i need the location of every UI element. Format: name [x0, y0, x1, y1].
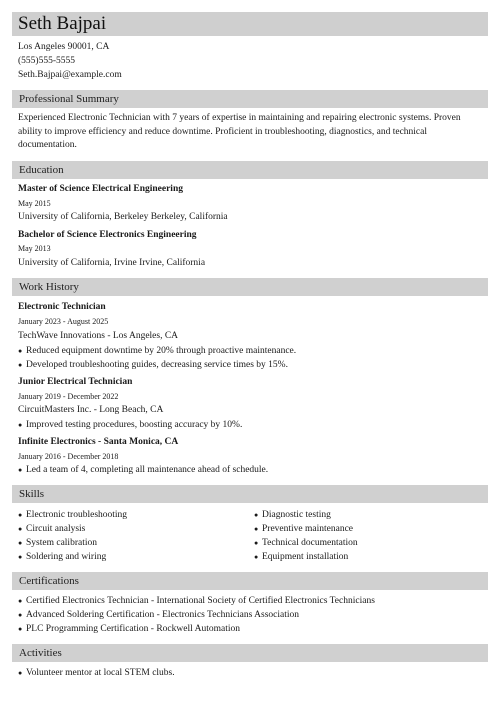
job-dates: January 2019 - December 2022: [18, 392, 119, 401]
section-header-summary: [12, 90, 488, 108]
address: Los Angeles 90001, CA: [18, 42, 110, 52]
bullet-icon: ●: [18, 421, 23, 429]
section-title: Work History: [19, 281, 79, 293]
candidate-name: Seth Bajpai: [18, 13, 107, 34]
bullet-icon: ●: [18, 466, 23, 474]
bullet-icon: ●: [254, 511, 259, 519]
job-dates: January 2023 - August 2025: [18, 317, 109, 326]
bullet-icon: ●: [18, 511, 23, 519]
degree-title: Master of Science Electrical Engineering: [18, 184, 183, 194]
bullet-icon: ●: [18, 597, 23, 605]
bullet-icon: ●: [254, 553, 259, 561]
section-title: Skills: [19, 488, 45, 500]
section-title: Certifications: [19, 575, 79, 587]
section-header-certifications: [12, 572, 488, 590]
phone: (555)555-5555: [18, 56, 75, 66]
school: University of California, Berkeley Berkeley, California: [18, 212, 228, 222]
bullet-icon: ●: [18, 625, 23, 633]
bullet-icon: ●: [18, 525, 23, 533]
section-title: Professional Summary: [19, 93, 119, 105]
bullet-icon: ●: [18, 347, 23, 355]
bullet-icon: ●: [18, 553, 23, 561]
section-header-work-history: [12, 278, 488, 296]
company: TechWave Innovations - Los Angeles, CA: [18, 331, 179, 341]
bullet-icon: ●: [254, 525, 259, 533]
email: Seth.Bajpai@example.com: [18, 70, 122, 80]
degree-title: Bachelor of Science Electronics Engineering: [18, 230, 197, 240]
school: University of California, Irvine Irvine, California: [18, 258, 206, 268]
job-dates: January 2016 - December 2018: [18, 452, 119, 461]
summary-text: Experienced Electronic Technician with 7 years of expertise in maintaining and repairing electronic systems. Proven ability to improve efficiency and reduce downtime. Proficient in troubleshooting, diagnostics, and technical documentation.: [18, 113, 461, 150]
job-title: Junior Electrical Technician: [18, 377, 133, 387]
job-title: Electronic Technician: [18, 302, 106, 312]
section-header-education: [12, 161, 488, 179]
bullet-icon: ●: [18, 539, 23, 547]
section-header-activities: [12, 644, 488, 662]
resume-page: Seth Bajpai Los Angeles 90001, CA (555)555-5555 Seth.Bajpai@example.com Professional Summary Experienced Electronic Technician with 7 years of expertise in maintaining and repairing electronic systems. Proven ability to improve efficiency and reduce downtime. Proficient in troubleshooting, diagnostics, and technical documentation. Education Master of Science Electrical Engineering May 2015 University of California, Berkeley Berkeley, California Bachelor of Science Electronics Engineering May 2013 University of California, Irvine Irvine, California Work History Electronic Technician January 2023 - August 2025 TechWave Innovations - Los Angeles, CA ● Reduced equipment downtime by 20% through proactive maintenance. ● Developed troubleshooting guides, decreasing service times by 15%. Junior Electrical Technician January 2019 - December 2022 CircuitMasters Inc. - Long Beach, CA ● Improved testing procedures, boosting accuracy by 10%. Infinite Electronics - Santa Monica, CA January 2016 - December 2018 ● Led a team of 4, completing all maintenance ahead of schedule. Skills ● Electronic troubleshooting ● Circuit analysis ● System calibration ● Soldering and wiring ● Diagnostic testing ● Preventive maintenance ● Technical documentation ● Equipment installation Certifications ● Certified Electronics Technician - International Society of Certified Electronics Technicians ● Advanced Soldering Certification - Electronics Technicians Association ● PLC Programming Certification - Rockwell Automation Activities ● Volunteer mentor at local STEM clubs.: [0, 0, 500, 704]
section-header-skills: [12, 485, 488, 503]
section-title: Activities: [19, 647, 62, 659]
name-bar: [12, 12, 488, 36]
degree-date: May 2015: [18, 199, 51, 208]
company: CircuitMasters Inc. - Long Beach, CA: [18, 405, 164, 415]
degree-date: May 2013: [18, 244, 51, 253]
bullet-icon: ●: [18, 361, 23, 369]
bullet-icon: ●: [254, 539, 259, 547]
job-title: Infinite Electronics - Santa Monica, CA: [18, 437, 179, 447]
bullet-icon: ●: [18, 611, 23, 619]
section-title: Education: [19, 164, 64, 176]
bullet-icon: ●: [18, 669, 23, 677]
